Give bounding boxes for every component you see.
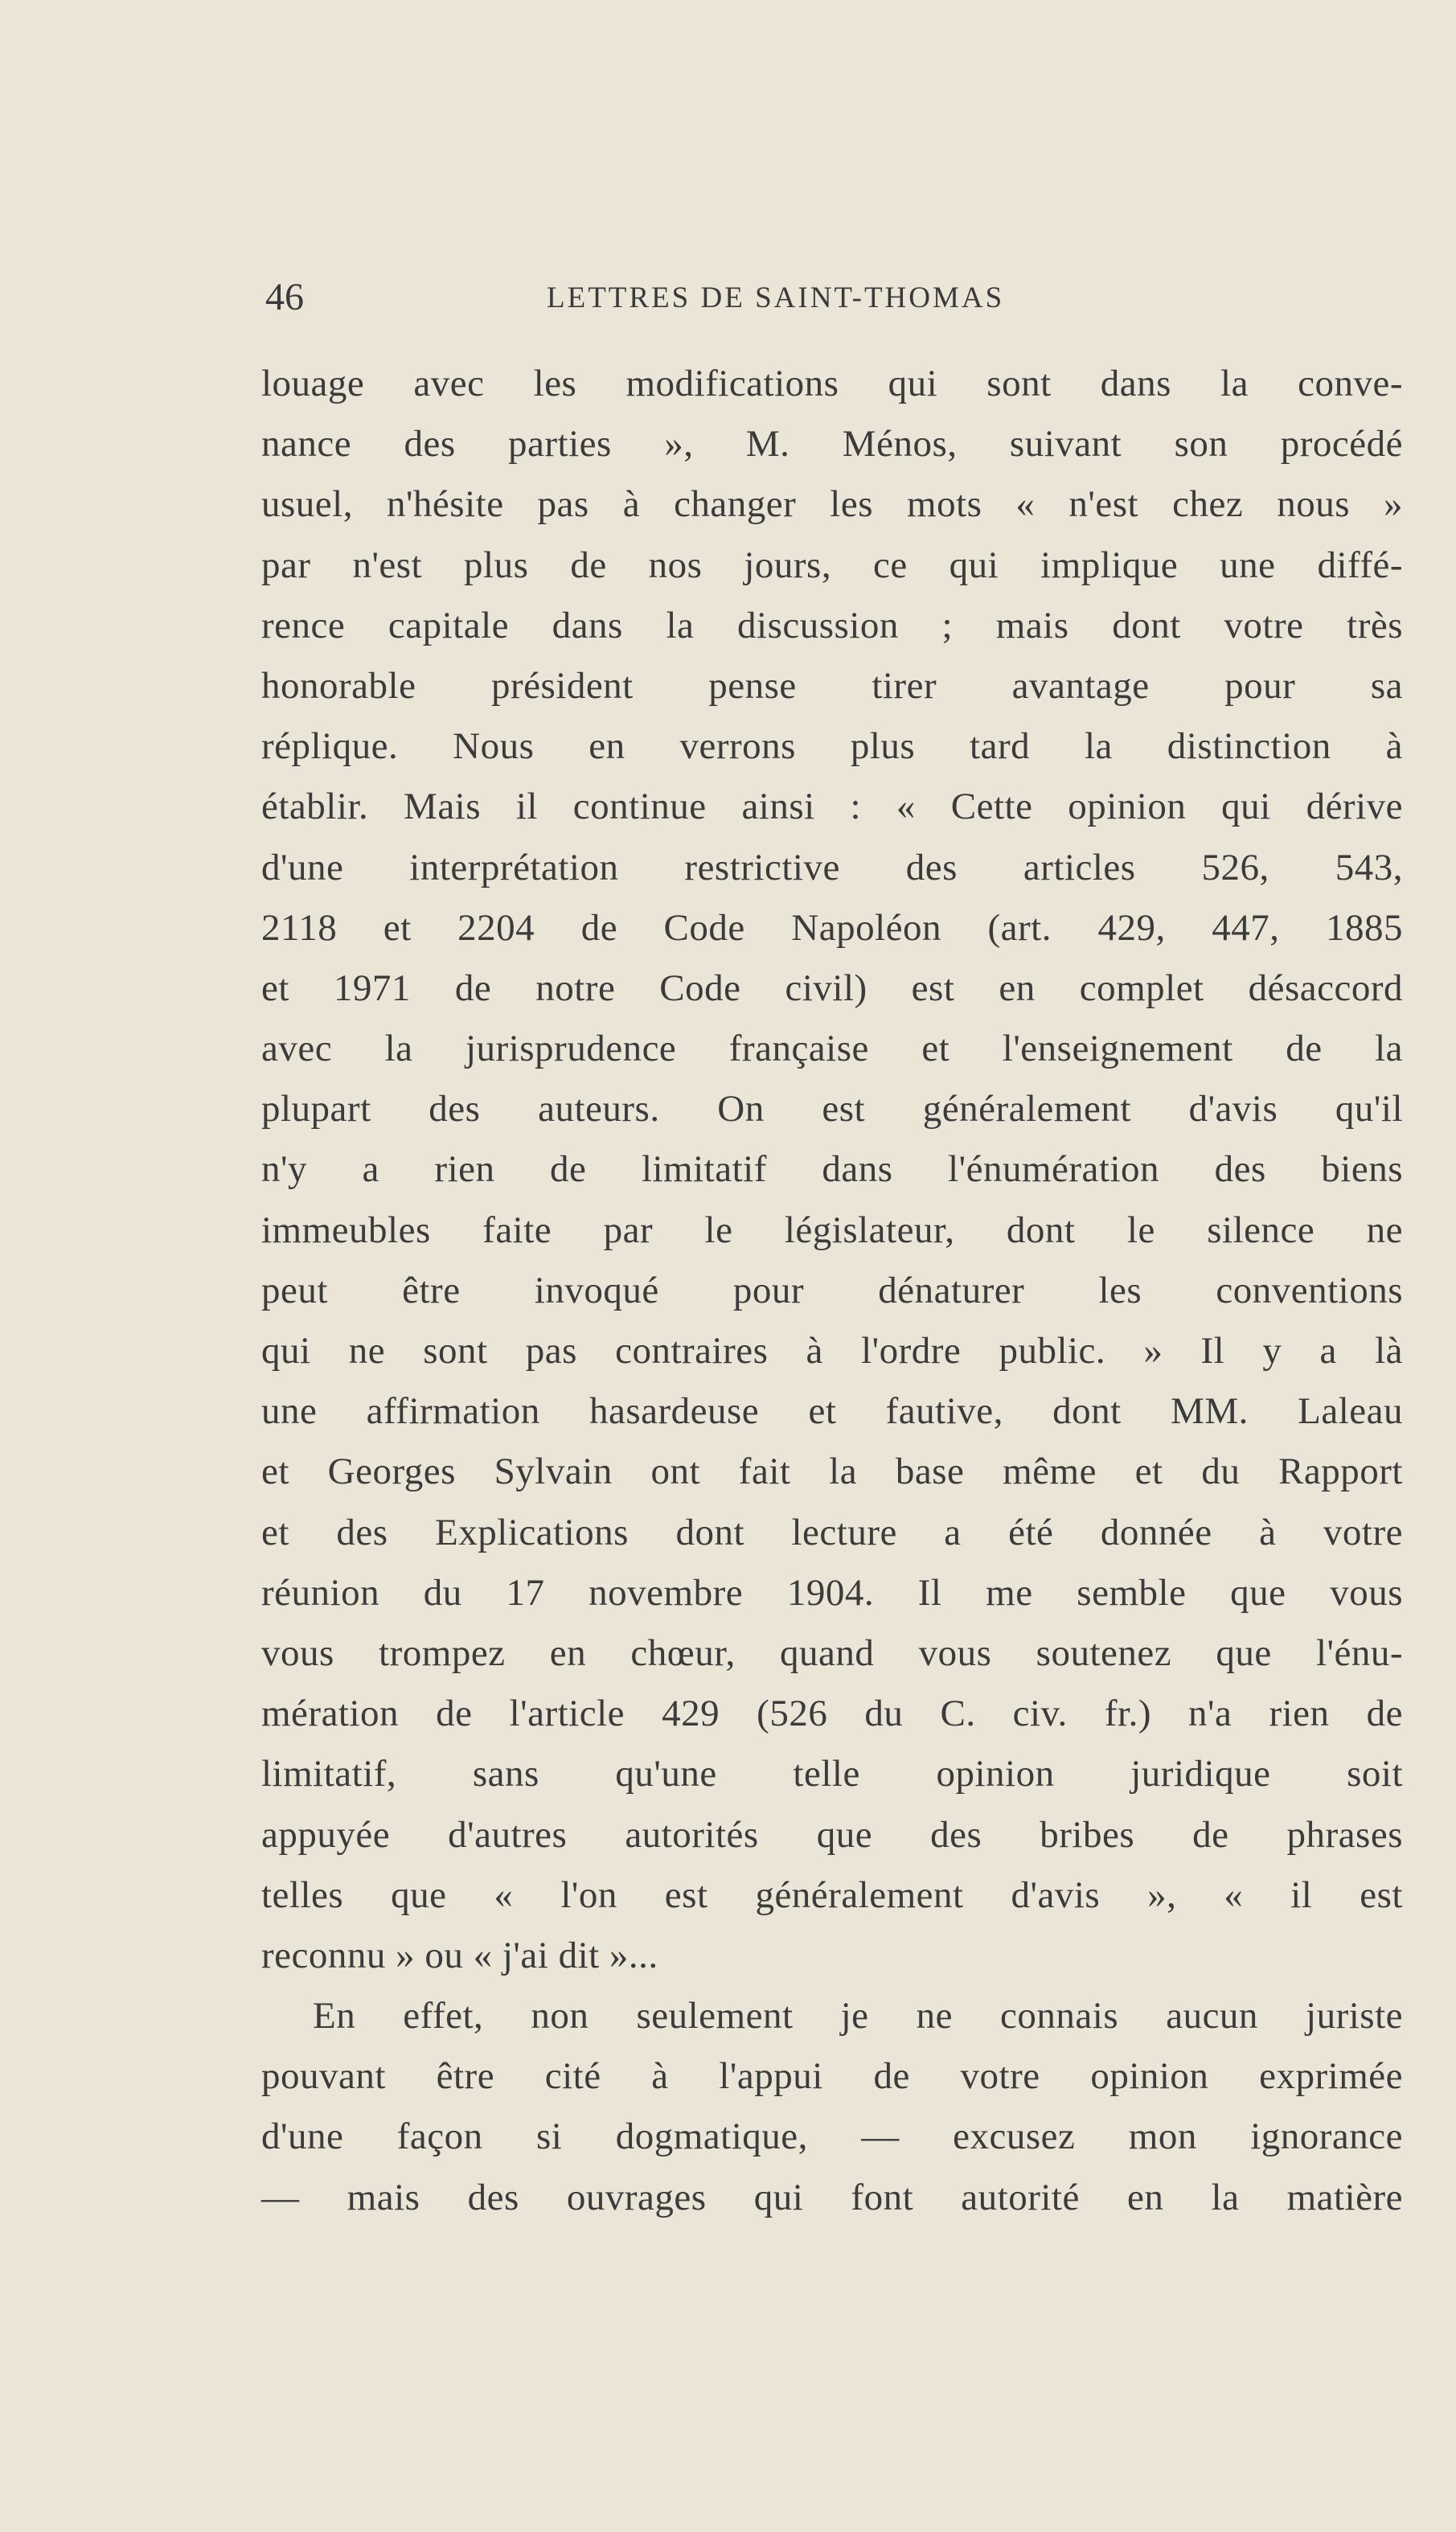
body-text [261, 354, 1403, 2228]
text-line: plupart des auteurs. On est généralement d'avis qu'il [261, 1088, 1403, 1131]
page-number: 46 [265, 276, 304, 318]
running-head [265, 273, 1407, 322]
text-line: établir. Mais il continue ainsi : « Cette opinion qui dérive [261, 786, 1403, 828]
text-line: rence capitale dans la discussion ; mais dont votre très [261, 604, 1403, 646]
text-line: d'une façon si dogmatique, — excusez mon ignorance [261, 2115, 1403, 2158]
text-line: et Georges Sylvain ont fait la base même et du Rapport [261, 1451, 1403, 1493]
text-line: et 1971 de notre Code civil) est en complet désaccord [261, 966, 1403, 1009]
text-line: et des Explications dont lecture a été donnée à votre [261, 1511, 1403, 1553]
text-line: qui ne sont pas contraires à l'ordre public. » Il y a là [261, 1330, 1403, 1372]
text-line: vous trompez en chœur, quand vous soutenez que l'énu- [261, 1631, 1403, 1674]
text-line: d'une interprétation restrictive des articles 526, 543, [261, 846, 1403, 888]
text-line: usuel, n'hésite pas à changer les mots « n'est chez nous » [261, 483, 1403, 526]
text-line: pouvant être cité à l'appui de votre opinion exprimée [261, 2055, 1403, 2098]
paragraph-end-line: reconnu » ou « j'ai dit »... [261, 1934, 658, 1976]
text-line: réunion du 17 novembre 1904. Il me semble que vous [261, 1571, 1403, 1614]
text-line: limitatif, sans qu'une telle opinion juridique soit [261, 1753, 1403, 1795]
text-line: une affirmation hasardeuse et fautive, dont MM. Laleau [261, 1390, 1403, 1433]
text-line: louage avec les modifications qui sont dans la conve- [261, 363, 1403, 404]
text-line: réplique. Nous en verrons plus tard la distinction à [261, 725, 1403, 768]
running-title: LETTRES DE SAINT-THOMAS [547, 281, 1005, 314]
text-line: avec la jurisprudence française et l'enseignement de la [261, 1028, 1403, 1070]
paragraph-start-line: En effet, non seulement je ne connais aucun juriste [313, 1995, 1403, 2038]
text-line: honorable président pense tirer avantage pour sa [261, 664, 1403, 707]
text-line: nance des parties », M. Ménos, suivant son procédé [261, 423, 1403, 466]
text-line: par n'est plus de nos jours, ce qui implique une diffé- [261, 544, 1403, 586]
text-line: immeubles faite par le législateur, dont le silence ne [261, 1209, 1403, 1251]
text-line: telles que « l'on est généralement d'avis », « il est [261, 1873, 1403, 1916]
text-line: — mais des ouvrages qui font autorité en la matière [261, 2176, 1403, 2218]
text-line: n'y a rien de limitatif dans l'énumération des biens [261, 1148, 1403, 1191]
text-line: 2118 et 2204 de Code Napoléon (art. 429, 447, 1885 [261, 906, 1403, 949]
text-line: mération de l'article 429 (526 du C. civ. fr.) n'a rien de [261, 1693, 1403, 1735]
text-line: appuyée d'autres autorités que des bribes de phrases [261, 1813, 1403, 1856]
text-line: peut être invoqué pour dénaturer les conventions [261, 1269, 1403, 1311]
